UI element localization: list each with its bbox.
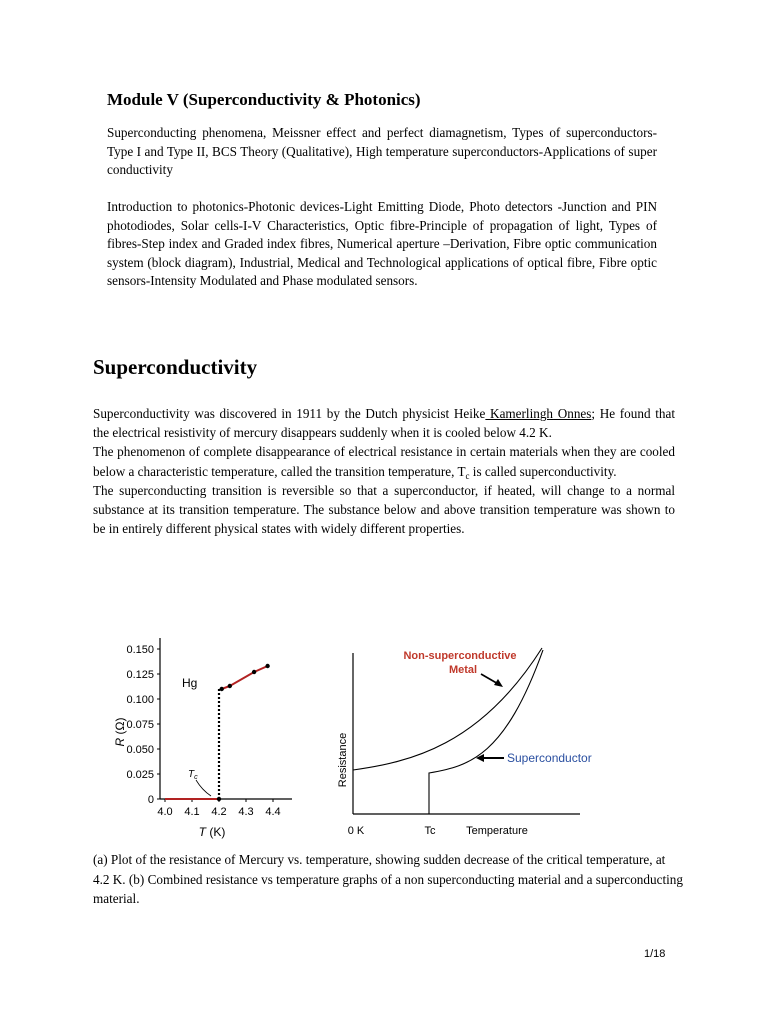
superconductor-arrow-head [476, 754, 484, 762]
x-tick-label: 4.4 [265, 806, 281, 818]
x-tick-label: 4.0 [157, 806, 173, 818]
y-tick-label: 0.075 [126, 719, 154, 731]
y-tick-label: 0.125 [126, 669, 154, 681]
paragraph-reversibility: The superconducting transition is reversible so that a superconductor, if heated, will change to a normal substance at its transition temperature. The substance below and above transition temperature was shown to be in entirely different physical states with widely different properties. [93, 482, 675, 537]
figure-caption: (a) Plot of the resistance of Mercury vs. temperature, showing sudden decrease of the critical temperature, at 4.2 K. (b) Combined resistance vs temperature graphs of a non superconducting material and a superconducting material. [93, 852, 683, 907]
syllabus-paragraph-2: Introduction to photonics-Photonic devices-Light Emitting Diode, Photo detectors -Junction and PIN photodiodes, Solar cells-I-V Characteristics, Optic fibre-Principle of propagation of light, Types of fibres-Step index and Graded index fibres, Numerical aperture –Derivation, Fibre optic communication system (block diagram), Industrial, Medical and Technological applications of optical fibre, Fibre optic sensors-Intensity Modulated and Phase modulated sensors. [107, 199, 657, 288]
x-tick-label: 4.1 [184, 806, 200, 818]
y-tick-label: 0 [147, 794, 154, 806]
module-title: Module V (Superconductivity & Photonics) [107, 90, 421, 109]
section-heading: Superconductivity [93, 355, 258, 379]
data-point [252, 670, 256, 674]
metal-label-line2: Metal [448, 664, 478, 676]
tc-subscript: c [465, 470, 470, 481]
x-axis-label: T (K) [198, 825, 226, 839]
tc-annotation-pointer [196, 780, 211, 796]
x-tick-0k: 0 K [347, 825, 365, 837]
x-tick-label: 4.3 [238, 806, 254, 818]
resistance-comparison-chart [330, 638, 610, 843]
definition-text-end: is called superconductivity. [469, 463, 617, 479]
discovery-text-end: ; He found that the electrical resistivity of mercury disappears suddenly when it is cooled below 4.2 K. [93, 406, 675, 441]
data-point [265, 664, 269, 668]
temperature-axis-label: Temperature [466, 825, 528, 837]
tc-annotation [188, 769, 198, 781]
metal-arrow-head [494, 679, 503, 687]
mercury-resistance-chart [112, 632, 302, 842]
x-tick-tc: Tc [424, 825, 436, 837]
syllabus-paragraph-1: Superconducting phenomena, Meissner effect and perfect diamagnetism, Types of superconductors- Type I and Type II, BCS Theory (Qualitative), High temperature superconductors-Applications of super conductivity [107, 125, 657, 177]
metal-label-line1: Non-superconductive [403, 650, 517, 662]
data-point [228, 684, 232, 688]
tc-annotation-t: T [188, 769, 195, 780]
y-axis-label: R (Ω) [113, 717, 127, 747]
resistance-axis-label: Resistance [337, 732, 349, 788]
y-tick-label: 0.050 [126, 744, 154, 756]
discovery-text: Superconductivity was discovered in 1911 by the Dutch physicist Heike [93, 406, 486, 421]
superconductor-curve [429, 650, 543, 814]
y-tick-label: 0.025 [126, 769, 154, 781]
data-point [220, 687, 224, 691]
paragraph-definition [93, 442, 675, 480]
hg-label: Hg [182, 676, 198, 690]
y-tick-label: 0.150 [126, 644, 154, 656]
physicist-surname-part: Onnes [553, 406, 592, 421]
paragraph-discovery [93, 404, 675, 442]
y-tick-label: 0.100 [126, 694, 154, 706]
x-tick-label: 4.2 [211, 806, 227, 818]
physicist-name-part: Kamerlingh [485, 406, 554, 421]
superconductor-label: Superconductor [507, 751, 592, 765]
tc-annotation-sub: c [194, 774, 198, 781]
definition-text: The phenomenon of complete disappearance of electrical resistance in certain materials when they are cooled below a characteristic temperature, called the transition temperature, T [93, 444, 675, 479]
page-number: 1/18 [644, 948, 666, 960]
section-body [93, 404, 675, 538]
